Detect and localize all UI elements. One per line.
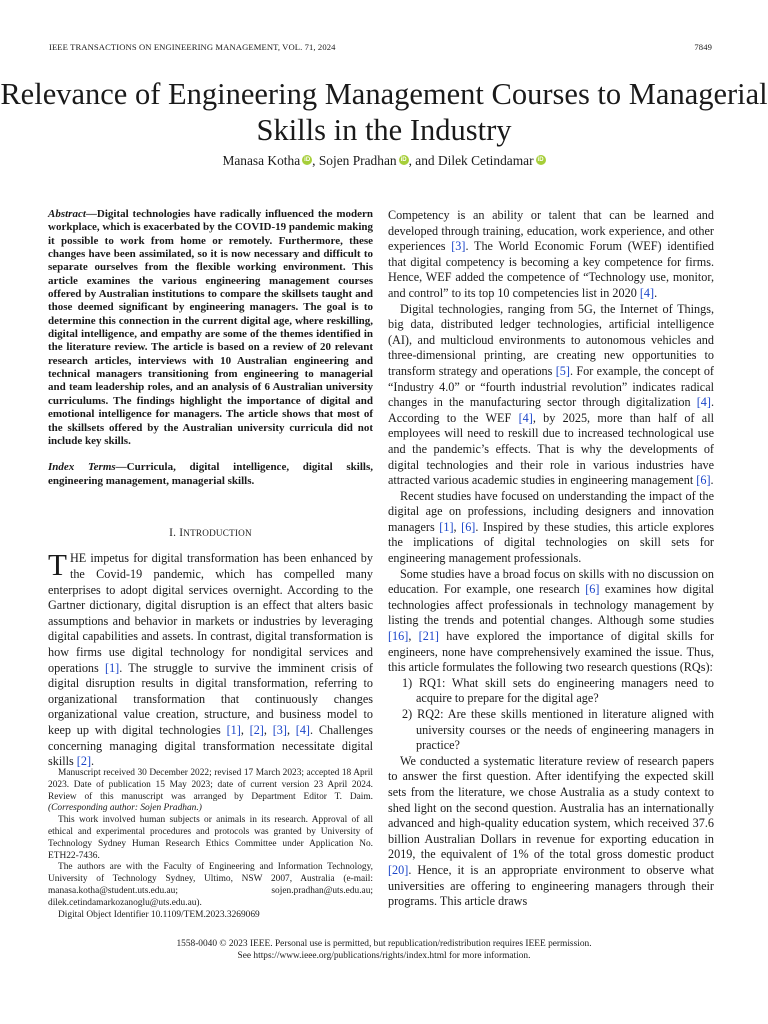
orcid-icon[interactable]: iD [400, 157, 407, 163]
body-paragraph: Digital technologies, ranging from 5G, the Internet of Things, big data, distributed ledger technologies, artificial intelligence (AI), and multicloud environments to autonomous vehicles and three-dimensional printing, are creating new opportunities to transform strategy and operations [5]. For example, the concept of “Industry 4.0” or “fourth industrial revolution” indicates radical changes in the manufacturing sector through digitalization [4]. According to the WEF [4], by 2025, more than half of all employees will need to reskill due to increased technological use and the pandemic’s effects. That is why the developments of digital technologies and their role in various industries have attracted various academic studies in engineering management [6]. [388, 301, 714, 488]
drop-cap: T [48, 547, 67, 583]
intro-paragraph: THE impetus for digital transformation has been enhanced by the Covid-19 pandemic, which has compelled many enterprises to adopt digital services overnight. According to the Gartner dictionary, digital disruption is an effect that alters basic assumptions and behavior in markets or industries by leveraging digital capabilities and assets. In contrast, digital transformation is how firms use digital technology for nondigital services and operations [1]. The struggle to survive the imminent crisis of digital disruption results in digital transformation, referring to organizational transformation that continuously changes organizational value creation, structure, and business model to keep up with digital technologies [1], [2], [3], [4]. Challenges concerning managing digital transformation necessitate digital skills [2]. [48, 547, 373, 769]
footnote-received: Manuscript received 30 December 2022; revised 17 March 2023; accepted 18 April 2023. Date of publication 15 May 2023; date of current version 23 April 2024. Review of this manuscript was arranged by Department Editor T. Daim. (Corresponding author: Sojen Pradhan.) [48, 768, 373, 814]
body-paragraph: Recent studies have focused on understanding the impact of the digital age on professions, including designers and innovation managers [1], [6]. Inspired by these studies, this article explores the implications of digital technologies on skill sets for engineering management professionals. [388, 488, 714, 566]
body-paragraph: Some studies have a broad focus on skills with no discussion on education. For example, one research [6] examines how digital technologies affect professionals in technology management by listing the trends and potential changes. Although some studies [16], [21] have explored the importance of digital skills for engineers, none have comprehensively examined the issue. Thus, this article formulates the following two research questions (RQs): [388, 566, 714, 675]
citation-link[interactable]: [2] [249, 723, 264, 737]
research-question: 1) RQ1: What skill sets do engineering managers need to acquire to prepare for the digital age? [402, 675, 714, 706]
journal-name: IEEE TRANSACTIONS ON ENGINEERING MANAGEMENT, VOL. 71, 2024 [49, 42, 336, 52]
abstract-label: Abstract [48, 208, 86, 220]
left-column [48, 208, 373, 770]
index-terms [48, 461, 373, 488]
copyright-footer [0, 939, 768, 962]
footnotes [48, 768, 373, 921]
citation-link[interactable]: [6] [696, 473, 711, 488]
footnote-doi: Digital Object Identifier 10.1109/TEM.2023.3269069 [58, 909, 260, 920]
body-paragraph: We conducted a systematic literature review of research papers to answer the first question. After identifying the expected skill sets from the literature, we chose Australia as a study context to shed light on the second question. Australia has an internationally advanced and high-quality education system, which received 37.6 billion Australian Dollars in revenue for exporting education in 2019, the equivalent of 1% of the total gross domestic product [20]. Hence, it is an appropriate environment to observe what universities are offering to engineering managers through their programs. This article draws [388, 753, 714, 909]
author-name: Manasa Kotha [222, 153, 301, 168]
citation-link[interactable]: [3] [272, 723, 287, 737]
citation-link[interactable]: [1] [105, 660, 120, 675]
citation-link[interactable]: [4] [295, 723, 310, 737]
citation-link[interactable]: [1] [226, 723, 241, 737]
abstract-text: —Digital technologies have radically influenced the modern workplace, which is exacerbated by the COVID-19 pandemic making it possible to work from home or remotely. Furthermore, these changes have been assimilated, so it is now necessary and difficult to separate ourselves from the flexible working environment. This article examines the various engineering management courses offered by Australian institutions to compare the skillsets taught and those deemed significant by engineering managers. The goal is to determine this connection in the current digital age, where reskilling, digital intelligence, and empathy are some of the themes identified in the literature review. The article is based on a review of 20 relevant research articles, interviews with 10 Australian engineering and technical managers transitioning from engineering to managerial and team leadership roles, and an analysis of 6 Australian university curriculums. The findings highlight the importance of digital and emotional intelligence for managers. The article shows that most of the skillsets offered by the Australian university curricula did not include key skills. [48, 208, 373, 447]
citation-link[interactable]: [21] [418, 629, 439, 644]
right-column [388, 208, 714, 910]
citation-link[interactable]: [6] [461, 519, 476, 534]
citation-link[interactable]: [5] [555, 363, 570, 378]
orcid-icon[interactable]: iD [537, 157, 544, 163]
author-name: , and Dilek Cetindamar [408, 153, 534, 168]
citation-link[interactable]: [6] [585, 582, 600, 597]
citation-link[interactable]: [4] [639, 285, 655, 300]
page-number: 7849 [694, 42, 712, 52]
body-paragraph: Competency is an ability or talent that can be learned and developed through training, education, work experience, and other experiences [3]. The World Economic Forum (WEF) identified that digital competency is becoming a key competence for firms. Hence, WEF added the competence of “Technology use, monitor, and control” to its top 10 competencies list in 2020 [4]. [388, 208, 714, 300]
copyright-line: 1558-0040 © 2023 IEEE. Personal use is permitted, but republication/redistribution requires IEEE permission. [176, 939, 592, 949]
citation-link[interactable]: [4] [518, 410, 533, 425]
abstract [48, 208, 373, 448]
footnote-affiliation: The authors are with the Faculty of Engineering and Information Technology, University of Technology Sydney, Ultimo, NSW 2007, Australia (e-mail: manasa.kotha@student.uts.edu.au; sojen.pradhan@uts.edu.au; dilek.cetindamarkozanoglu@uts.edu.au). [48, 862, 373, 908]
citation-link[interactable]: [16] [388, 629, 409, 644]
rights-url-line: See https://www.ieee.org/publications/rights/index.html for more information. [237, 950, 531, 961]
index-terms-label: Index Terms [48, 461, 116, 474]
citation-link[interactable]: [3] [451, 239, 466, 254]
orcid-icon[interactable]: iD [304, 157, 311, 163]
running-head [49, 42, 712, 54]
footnote-ethics: This work involved human subjects or animals in its research. Approval of all ethical and experimental procedures and protocols was granted by University of Technology Sydney Human Research Ethics Committee under Application No. ETH22-7436. [48, 815, 373, 861]
paper-title: Relevance of Engineering Management Courses to Managerial Skills in the Industry [0, 77, 768, 147]
citation-link[interactable]: [4] [696, 395, 711, 410]
citation-link[interactable]: [1] [439, 519, 454, 534]
index-terms-text: —Curricula, digital intelligence, digital skills, engineering management, managerial skills. [48, 461, 373, 487]
author-name: , Sojen Pradhan [312, 153, 397, 168]
citation-link[interactable]: [2] [76, 754, 92, 769]
author-list [0, 152, 768, 170]
citation-link[interactable]: [20] [388, 862, 409, 877]
section-heading: I. INTRODUCTION [169, 526, 252, 539]
research-question: 2) RQ2: Are these skills mentioned in literature aligned with university courses or the needs of engineering managers in practice? [402, 707, 714, 753]
